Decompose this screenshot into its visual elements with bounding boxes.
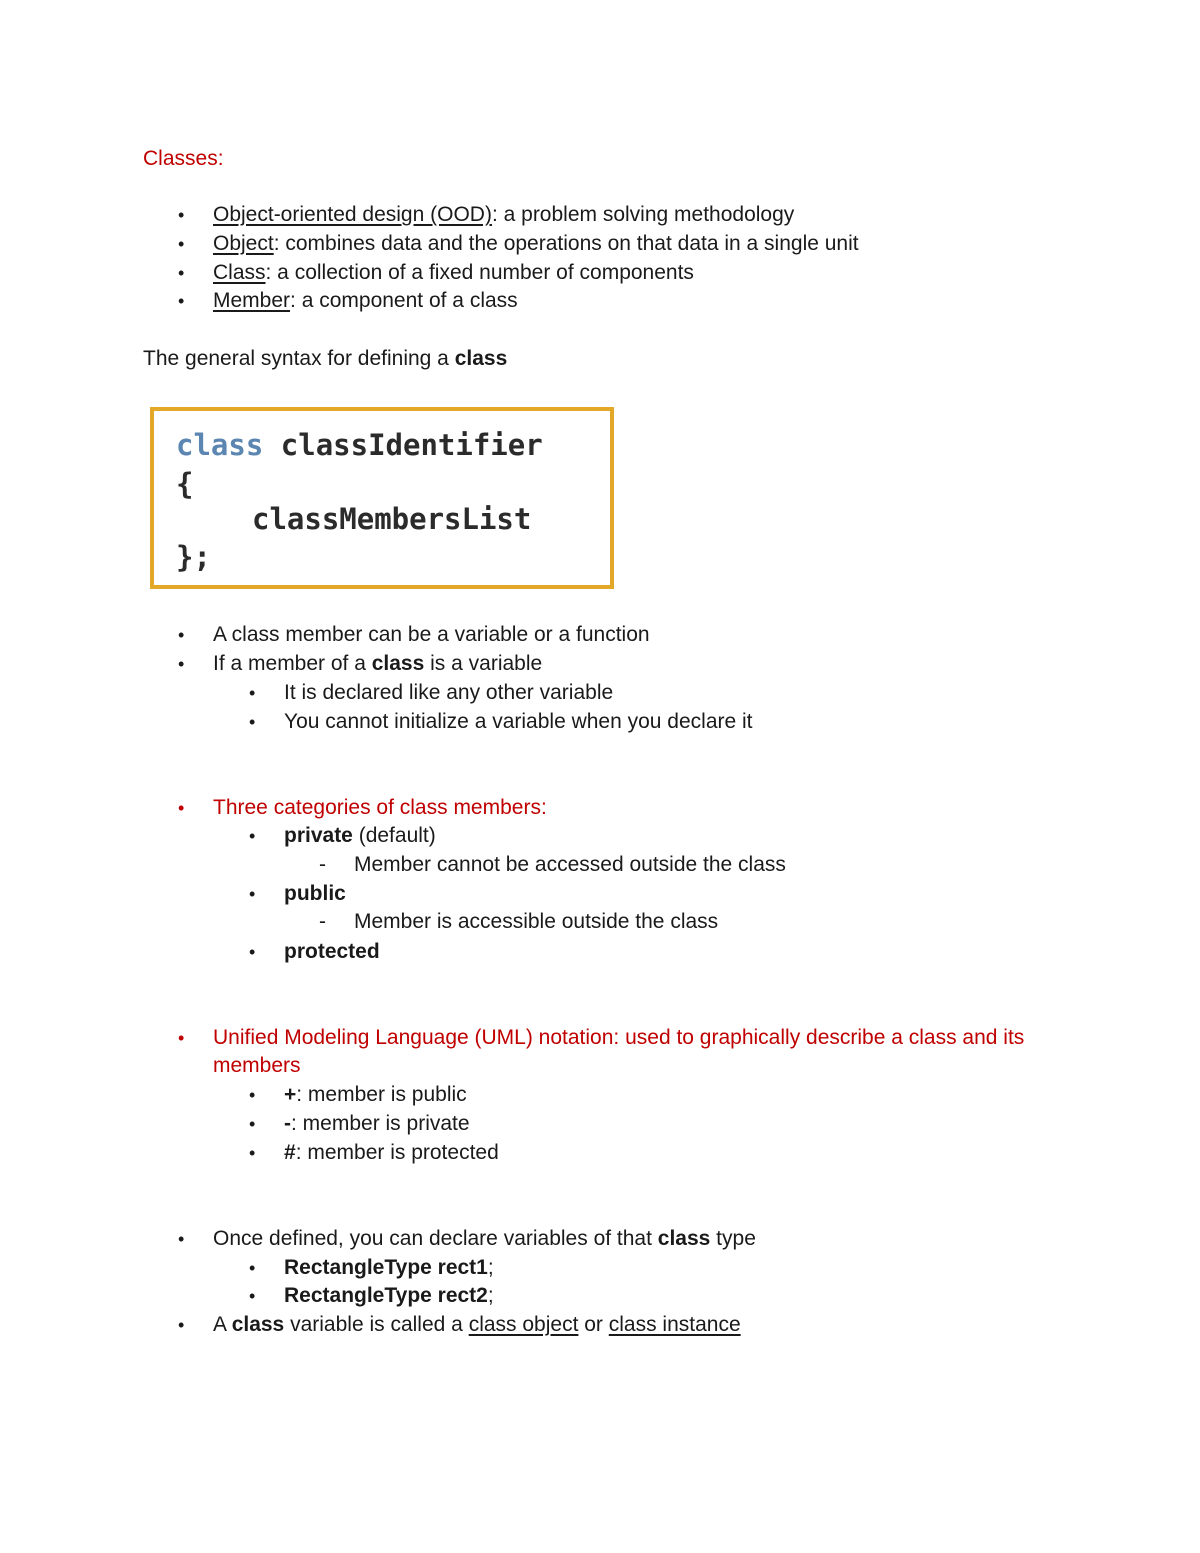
bullet-icon: • (178, 1315, 185, 1335)
bullet-icon: • (249, 1286, 256, 1306)
definition-object (213, 231, 859, 257)
category-public-desc: Member is accessible outside the class (354, 910, 719, 933)
code-identifier: classIdentifier (263, 428, 543, 462)
definition-term: Object-oriented design (OOD) (213, 203, 492, 226)
declare-example-semicolon: ; (487, 1256, 494, 1279)
declare-example-code: RectangleType rect2 (284, 1284, 488, 1307)
bullet-icon: • (178, 1229, 185, 1249)
uml-desc: : member is public (296, 1083, 467, 1106)
definition-term: Member (213, 289, 291, 312)
note-sub-declared: It is declared like any other variable (284, 681, 614, 704)
declare-line (213, 1226, 756, 1252)
bullet-icon: • (178, 291, 185, 311)
bullet-icon: • (178, 263, 185, 283)
code-close-brace: }; (176, 540, 211, 574)
declare-text: Once defined, you can declare variables of that (213, 1227, 658, 1250)
bullet-icon: • (178, 234, 185, 254)
bullet-icon: • (178, 625, 185, 645)
code-keyword: class (176, 428, 264, 462)
bullet-icon: • (178, 1028, 185, 1048)
bullet-icon: • (249, 884, 256, 904)
declare-example-code: RectangleType rect1 (284, 1256, 488, 1279)
syntax-intro (143, 346, 507, 372)
code-members: classMembersList (252, 502, 532, 536)
class-object-text: or (578, 1313, 609, 1336)
uml-desc: : member is protected (295, 1141, 499, 1164)
definition-text: : a component of a class (290, 289, 518, 312)
note-text: If a member of a (213, 652, 372, 675)
bullet-icon: • (178, 798, 185, 818)
note-member-kind: A class member can be a variable or a function (213, 623, 650, 646)
uml-title-line1: Unified Modeling Language (UML) notation: used to graphically describe a class and its (213, 1026, 1025, 1049)
dash-icon: - (319, 910, 326, 933)
category-private-desc: Member cannot be accessed outside the class (354, 853, 786, 876)
declare-example-semicolon: ; (487, 1284, 494, 1307)
note-member-variable (213, 651, 542, 677)
bullet-icon: • (249, 826, 256, 846)
uml-title-line2: members (213, 1054, 301, 1077)
category-private (284, 823, 436, 849)
uml-item-private (284, 1111, 470, 1137)
definition-term: Class (213, 261, 266, 284)
bullet-icon: • (178, 205, 185, 225)
uml-symbol: - (284, 1112, 291, 1135)
categories-title: Three categories of class members: (213, 796, 547, 819)
page-heading: Classes: (143, 147, 224, 170)
code-line-class (176, 427, 543, 463)
declare-keyword: class (657, 1227, 711, 1250)
code-open-brace: { (176, 467, 194, 501)
category-suffix: (default) (352, 824, 436, 847)
category-protected: protected (284, 940, 380, 963)
bullet-icon: • (249, 712, 256, 732)
bullet-icon: • (249, 1114, 256, 1134)
category-public: public (284, 882, 346, 905)
bullet-icon: • (249, 683, 256, 703)
uml-symbol: # (284, 1141, 296, 1164)
uml-symbol: + (284, 1083, 297, 1106)
note-sub-initialize: You cannot initialize a variable when you declare it (284, 710, 753, 733)
category-keyword: private (284, 824, 353, 847)
class-object-text: variable is called a (284, 1313, 469, 1336)
bullet-icon: • (249, 942, 256, 962)
declare-example-1 (284, 1255, 494, 1281)
uml-item-protected (284, 1140, 499, 1166)
definition-class (213, 260, 694, 286)
declare-text: type (710, 1227, 756, 1250)
bullet-icon: • (178, 654, 185, 674)
definition-text: : combines data and the operations on that data in a single unit (273, 232, 859, 255)
definition-text: : a problem solving methodology (491, 203, 795, 226)
code-snippet-box (150, 407, 614, 589)
definition-member (213, 288, 518, 314)
class-object-keyword: class (231, 1313, 285, 1336)
declare-example-2 (284, 1283, 494, 1309)
definition-ood (213, 202, 794, 228)
class-object-text: A (213, 1313, 232, 1336)
bullet-icon: • (249, 1143, 256, 1163)
class-object-term: class object (468, 1313, 579, 1336)
syntax-intro-keyword: class (454, 347, 508, 370)
dash-icon: - (319, 853, 326, 876)
class-instance-term: class instance (608, 1313, 741, 1336)
bullet-icon: • (249, 1258, 256, 1278)
note-text: is a variable (424, 652, 543, 675)
definition-term: Object (213, 232, 274, 255)
uml-desc: : member is private (291, 1112, 470, 1135)
uml-item-public (284, 1082, 467, 1108)
bullet-icon: • (249, 1085, 256, 1105)
syntax-intro-text: The general syntax for defining a (143, 347, 455, 370)
definition-text: : a collection of a fixed number of components (265, 261, 694, 284)
note-keyword: class (371, 652, 425, 675)
class-object-line (213, 1312, 741, 1338)
